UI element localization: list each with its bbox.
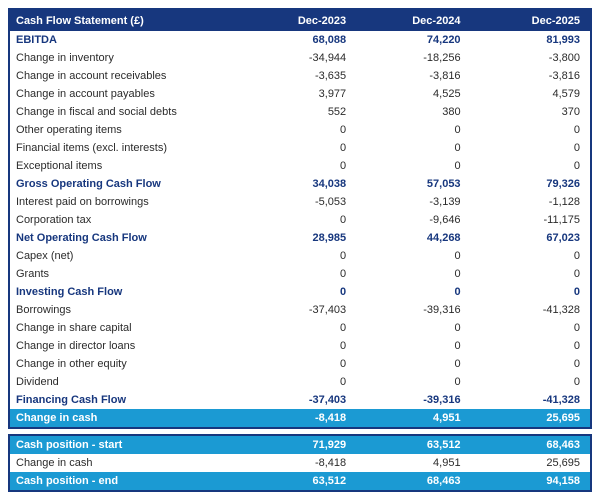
row-value: 552 — [327, 106, 347, 118]
table-row — [9, 229, 591, 247]
row-value: 71,929 — [244, 435, 356, 454]
row-value: 0 — [573, 322, 580, 334]
cash-flow-table-header — [9, 9, 591, 31]
row-value: 68,463 — [356, 472, 470, 491]
row-label: Change in fiscal and social debts — [16, 106, 177, 118]
row-value: 63,512 — [244, 472, 356, 491]
cash-position-summary-body — [9, 435, 591, 491]
row-value: 0 — [454, 124, 461, 136]
table-title: Cash Flow Statement (£) — [9, 9, 244, 31]
row-value: 28,985 — [312, 232, 347, 244]
table-row — [9, 472, 591, 491]
row-value: -3,800 — [548, 52, 580, 64]
row-value: 63,512 — [356, 435, 470, 454]
row-label: Cash position - end — [9, 472, 244, 491]
row-value: -8,418 — [314, 457, 347, 469]
row-value: 0 — [573, 376, 580, 388]
row-label: Change in account payables — [16, 88, 155, 100]
header-row — [9, 9, 591, 31]
row-value: 4,579 — [552, 88, 580, 100]
row-value: 0 — [340, 142, 347, 154]
row-value: -39,316 — [423, 394, 461, 406]
row-value: -9,646 — [429, 214, 461, 226]
row-label: Gross Operating Cash Flow — [16, 178, 161, 190]
row-label: Capex (net) — [16, 250, 74, 262]
row-value: 0 — [340, 250, 347, 262]
column-header-dec-2024: Dec-2024 — [356, 9, 470, 31]
row-value: 0 — [340, 322, 347, 334]
row-label: Other operating items — [16, 124, 122, 136]
row-value: 0 — [454, 358, 461, 370]
row-value: -18,256 — [423, 52, 461, 64]
row-label: Exceptional items — [16, 160, 103, 172]
row-value: 4,525 — [433, 88, 461, 100]
cash-position-summary-table — [8, 434, 592, 492]
row-label: Dividend — [16, 376, 59, 388]
table-row — [9, 301, 591, 319]
table-row — [9, 175, 591, 193]
row-label: Cash position - start — [9, 435, 244, 454]
row-label: Financing Cash Flow — [16, 394, 127, 406]
table-row — [9, 247, 591, 265]
table-row — [9, 67, 591, 85]
row-value: 57,053 — [426, 178, 461, 190]
row-value: 380 — [442, 106, 461, 118]
row-label: EBITDA — [16, 34, 57, 46]
row-value: 0 — [340, 160, 347, 172]
row-value: 0 — [573, 250, 580, 262]
table-row — [9, 391, 591, 409]
row-value: 0 — [454, 160, 461, 172]
row-label: Change in share capital — [16, 322, 132, 334]
row-label: Net Operating Cash Flow — [16, 232, 147, 244]
row-value: 0 — [340, 124, 347, 136]
row-value: 0 — [340, 214, 347, 226]
row-label: Change in director loans — [16, 340, 136, 352]
table-row — [9, 121, 591, 139]
table-row — [9, 435, 591, 454]
row-value: 44,268 — [426, 232, 461, 244]
row-label: Change in cash — [16, 457, 93, 469]
row-value: 0 — [573, 124, 580, 136]
table-row — [9, 103, 591, 121]
table-row — [9, 49, 591, 67]
table-row — [9, 373, 591, 391]
row-value: 0 — [573, 286, 580, 298]
row-value: 0 — [454, 286, 461, 298]
row-value: 370 — [561, 106, 580, 118]
cash-flow-table — [8, 8, 592, 429]
table-row — [9, 409, 591, 428]
row-value: -3,139 — [429, 196, 461, 208]
row-value: -41,328 — [542, 394, 580, 406]
row-label: Financial items (excl. interests) — [16, 142, 167, 154]
row-label: Interest paid on borrowings — [16, 196, 149, 208]
row-label: Change in inventory — [16, 52, 114, 64]
table-row — [9, 283, 591, 301]
table-row — [9, 31, 591, 49]
row-label: Investing Cash Flow — [16, 286, 123, 298]
row-value: 4,951 — [356, 409, 470, 428]
row-value: 0 — [340, 340, 347, 352]
row-value: 0 — [573, 358, 580, 370]
table-row — [9, 355, 591, 373]
row-value: 0 — [573, 142, 580, 154]
row-value: 0 — [340, 286, 347, 298]
table-row — [9, 85, 591, 103]
row-value: -11,175 — [543, 214, 580, 226]
row-label: Change in cash — [9, 409, 244, 428]
row-label: Change in other equity — [16, 358, 127, 370]
row-value: 0 — [340, 358, 347, 370]
row-value: 68,088 — [312, 34, 347, 46]
row-value: 25,695 — [546, 457, 580, 469]
table-row — [9, 193, 591, 211]
row-label: Grants — [16, 268, 50, 280]
row-label: Borrowings — [16, 304, 72, 316]
row-value: 0 — [454, 268, 461, 280]
row-value: 74,220 — [426, 34, 461, 46]
table-row — [9, 265, 591, 283]
row-value: 94,158 — [471, 472, 591, 491]
row-value: 67,023 — [546, 232, 580, 244]
row-value: -41,328 — [542, 304, 580, 316]
row-value: 0 — [573, 340, 580, 352]
row-value: 0 — [454, 340, 461, 352]
column-header-dec-2025: Dec-2025 — [471, 9, 591, 31]
row-value: 0 — [340, 268, 347, 280]
row-value: 0 — [454, 250, 461, 262]
row-value: -1,128 — [548, 196, 580, 208]
row-value: -3,635 — [314, 70, 347, 82]
row-value: 0 — [454, 376, 461, 388]
row-value: 0 — [454, 322, 461, 334]
row-value: 68,463 — [471, 435, 591, 454]
row-value: 4,951 — [433, 457, 461, 469]
row-value: -34,944 — [308, 52, 347, 64]
row-value: -5,053 — [314, 196, 347, 208]
table-row — [9, 337, 591, 355]
row-value: 25,695 — [471, 409, 591, 428]
row-value: -3,816 — [429, 70, 461, 82]
row-label: Change in account receivables — [16, 70, 167, 82]
row-value: 3,977 — [318, 88, 347, 100]
row-value: -3,816 — [548, 70, 580, 82]
row-value: 0 — [454, 142, 461, 154]
row-value: -39,316 — [423, 304, 461, 316]
row-label: Corporation tax — [16, 214, 92, 226]
row-value: -37,403 — [308, 394, 347, 406]
row-value: 0 — [573, 268, 580, 280]
row-value: 0 — [573, 160, 580, 172]
cash-flow-table-body — [9, 31, 591, 428]
row-value: 0 — [340, 376, 347, 388]
row-value: 34,038 — [312, 178, 347, 190]
table-row — [9, 211, 591, 229]
table-row — [9, 454, 591, 472]
column-header-dec-2023: Dec-2023 — [244, 9, 356, 31]
table-row — [9, 139, 591, 157]
table-row — [9, 157, 591, 175]
row-value: 81,993 — [546, 34, 580, 46]
table-row — [9, 319, 591, 337]
row-value: -37,403 — [308, 304, 347, 316]
row-value: 79,326 — [546, 178, 580, 190]
row-value: -8,418 — [244, 409, 356, 428]
